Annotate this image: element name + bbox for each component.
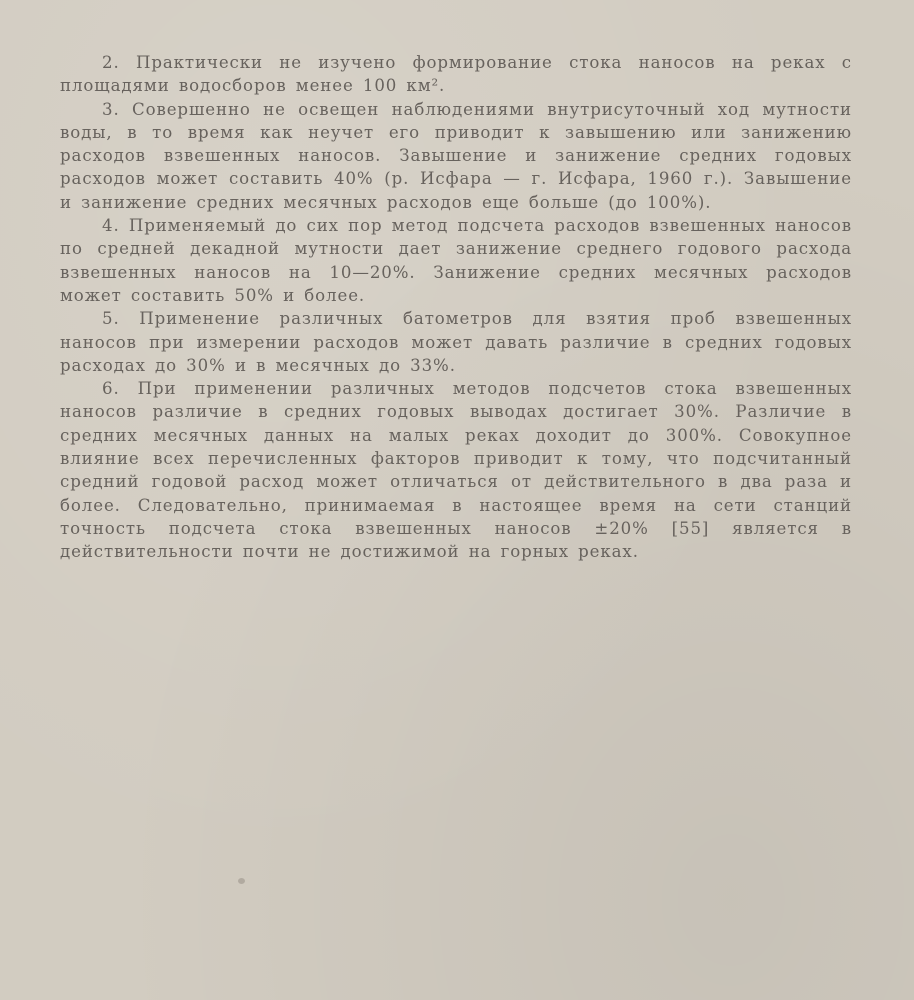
paragraph-item-2: 2. Практически не изучено формирование стока наносов на реках с площадями водосборов менее 100 км². (60, 53, 852, 96)
page-body-text (60, 51, 852, 564)
paragraph-item-6: 6. При применении различных методов подсчетов стока взвешенных наносов различие в средних годовых выводах достигает 30%. Различие в средних месячных данных на малых реках доходит до 300%. Совокупное влияние всех перечисленных факторов приводит к тому, что подсчитанный средний годовой расход может отличаться от действительного в два раза и более. Следовательно, принимаемая в настоящее время на сети станций точность подсчета стока взвешенных наносов ±20% [55] является в действительности почти не достижимой на горных реках. (60, 379, 852, 562)
paragraph-item-3: 3. Совершенно не освещен наблюдениями внутрисуточный ход мутности воды, в то время как неучет его приводит к завышению или занижению расходов взвешенных наносов. Завышение и занижение средних годовых расходов может составить 40% (р. Исфара — г. Исфара, 1960 г.). Завышение и занижение средних месячных расходов еще больше (до 100%). (60, 99, 852, 212)
paper-speck (238, 878, 245, 884)
paragraph-item-4: 4. Применяемый до сих пор метод подсчета расходов взвешенных наносов по средней декадной мутности дает занижение среднего годового расхода взвешенных наносов на 10—20%. Занижение средних месячных расходов может составить 50% и более. (60, 216, 852, 305)
paragraph-item-5: 5. Применение различных батометров для взятия проб взвешенных наносов при измерении расходов может давать различие в средних годовых расходах до 30% и в месячных до 33%. (60, 309, 852, 375)
